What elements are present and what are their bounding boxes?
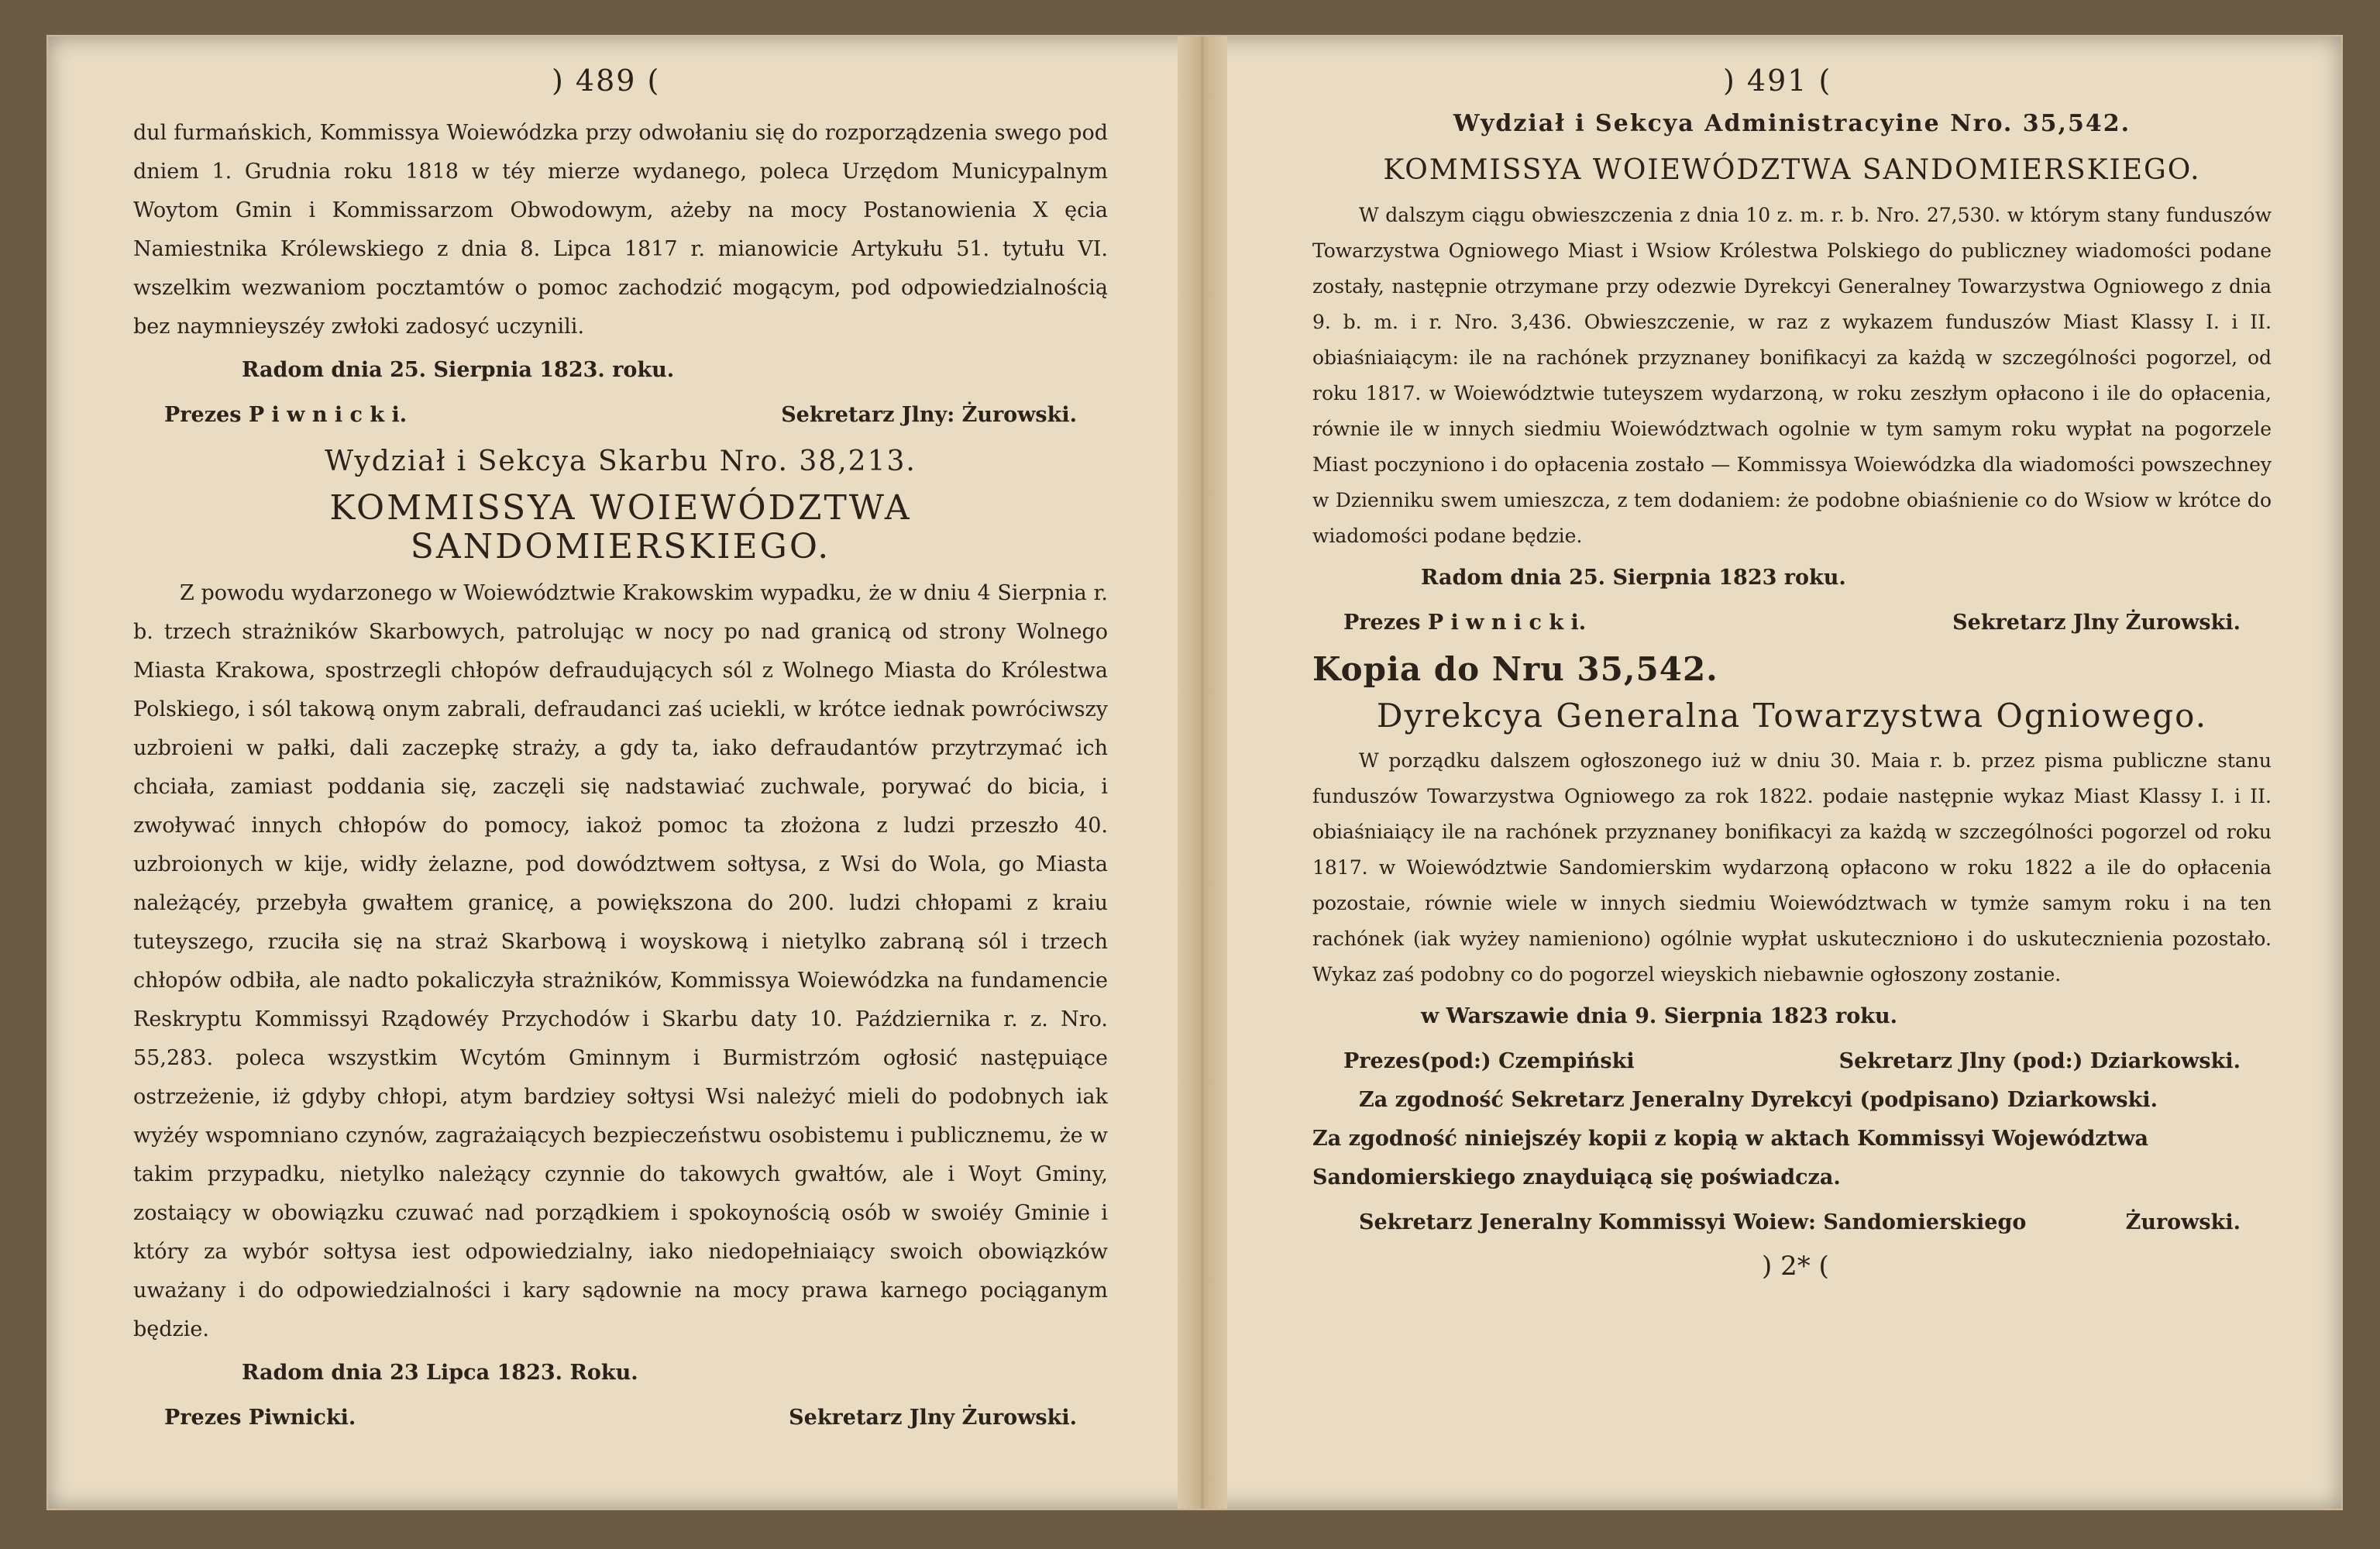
- right-page: [1227, 36, 2341, 1509]
- left-prezes-1: Prezes P i w n i c k i.: [164, 403, 408, 427]
- signature-mark: ) 2* (: [1762, 1251, 1829, 1282]
- left-prezes-2: Prezes Piwnicki.: [164, 1406, 356, 1430]
- right-prezes-2: Prezes(pod:) Czempiński: [1343, 1049, 1635, 1073]
- left-commission-heading: KOMMISSYA WOIEWÓDZTWA SANDOMIERSKIEGO.: [329, 488, 912, 566]
- kopia-heading: Kopia do Nru 35,542.: [1312, 650, 1718, 688]
- left-date-2: Radom dnia 23 Lipca 1823. Roku.: [242, 1361, 638, 1385]
- left-body-1: dul furmańskich, Kommissya Woiewódzka przy odwołaniu się do rozporządzenia swego pod dniem 1. Grudnia roku 1818 w téy mierze wydanego, poleca Urzędom Municypalnym Woytom Gmin i Kommissarzom Obwodowym, ażeby na mocy Postanowienia X ęcia Namiestnika Królewskiego z dnia 8. Lipca 1817 r. mianowicie Artykułu 51. tytułu VI. wszelkim wezwaniom pocztamtów o pomoc zachodzić mogącym, pod odpowiedzialnością bez naymnieyszéy zwłoki zadosyć uczynili.: [133, 121, 1108, 339]
- right-prezes-1: Prezes P i w n i c k i.: [1343, 611, 1587, 635]
- book-spread: [46, 35, 2343, 1510]
- sekretarz-final-name: Żurowski.: [2125, 1210, 2241, 1234]
- left-sekretarz-2: Sekretarz Jlny Żurowski.: [789, 1406, 1077, 1430]
- right-commission-heading: KOMMISSYA WOIEWÓDZTWA SANDOMIERSKIEGO.: [1383, 154, 2201, 186]
- book-gutter: [1178, 36, 1227, 1509]
- left-body-2: Z powodu wydarzonego w Woiewództwie Krakowskim wypadku, że w dniu 4 Sierpnia r. b. trzech strażników Skarbowych, patrolując w nocy po nad granicą od strony Wolnego Miasta Krakowa, spostrzegli chłopów defraudujących sól z Wolnego Miasta do Królestwa Polskiego, i sól takową onym zabrali, defraudanci zaś uciekli, w krótce iednak powróciwszy uzbroieni w pałki, dali zaczepkę straży, a gdy ta, iako defraudantów przytrzymać ich chciała, zamiast poddania się, zaczęli się nadstawiać zuchwale, porywać do bicia, i zwoływać innych chłopów do pomocy, iakoż pomoc ta złożona z ludzi przeszło 40. uzbroionych w kije, widły żelazne, pod dowództwem sołtysa, z Wsi do Wola, go Miasta należącéy, przebyła gwałtem granicę, a powiększona do 200. ludzi chłopami z kraiu tuteyszego, rzuciła się na straż Skarbową i woyskową i nietylko zabraną sól i trzech chłopów odbiła, ale nadto pokaliczyła strażników, Kommissya Woiewódzka na fundamencie Reskryptu Kommissyi Rządowéy Przychodów i Skarbu daty 10. Października r. z. Nro. 55,283. poleca wszystkim Wcytóm Gminnym i Burmistrzóm ogłosić następuiące ostrzeżenie, iż gdyby chłopi, atym bardziey sołtysi Wsi należyć mieli do podobnych iak wyżéy wspomniano czynów, zagrażaiących bezpieczeństwu osobistemu i publicznemu, że w takim przypadku, nietylko należący czynnie do takowych gwałtów, ale i Woyt Gminy, zostaiący w obowiązku czuwać nad porządkiem i spokoynością osób w swoiéy Gminie i który za wybór sołtysa iest odpowiedzialny, iako niedopełniaiący swoich obowiązków uważany i do odpowiedzialności i kary sądownie na mocy prawa karnego pociąganym będzie.: [133, 581, 1108, 1341]
- left-page: [48, 36, 1178, 1509]
- left-date-1: Radom dnia 25. Sierpnia 1823. roku.: [242, 358, 675, 382]
- right-body-1: W dalszym ciągu obwieszczenia z dnia 10 z. m. r. b. Nro. 27,530. w którym stany funduszów Towarzystwa Ogniowego Miast i Wsiow Królestwa Polskiego do publiczney wiadomości podane zostały, następnie otrzymane przy odezwie Dyrekcyi Generalney Towarzystwa Ogniowego z dnia 9. b. m. i r. Nro. 3,436. Obwieszczenie, w raz z wykazem funduszów Miast Klassy I. i II. obiaśniaiącym: ile na rachónek przyznaney bonifikacyi za każdą w szczególności pogorzel, od roku 1817. w Woiewództwie tuteyszem wydarzoną, w roku zeszłym opłacono i ile do opłacenia, równie ile w innych siedmiu Woiewództwach ogolnie w tym samym roku wypłat na pogorzele Miast poczyniono i do opłacenia zostało — Kommissya Woiewódzka dla wiadomości powszechney w Dzienniku swem umieszcza, z tem dodaniem: że podobne obiaśnienie co do Wsiow w krótce do wiadomości podane będzie.: [1312, 204, 2272, 547]
- page-number-left: ) 489 (: [552, 64, 661, 98]
- right-section-heading: Wydział i Sekcya Administracyine Nro. 35,542.: [1453, 110, 2131, 137]
- right-sekretarz-1: Sekretarz Jlny Żurowski.: [1952, 611, 2241, 635]
- right-date-1: Radom dnia 25. Sierpnia 1823 roku.: [1421, 566, 1846, 590]
- zgodnosc-2: Za zgodność niniejszéy kopii z kopią w aktach Kommissyi Województwa Sandomierskiego znayduiącą się poświadcza.: [1312, 1127, 2148, 1189]
- right-date-2: w Warszawie dnia 9. Sierpnia 1823 roku.: [1421, 1004, 1898, 1028]
- right-sekretarz-2: Sekretarz Jlny (pod:) Dziarkowski.: [1838, 1049, 2241, 1073]
- page-number-right: ) 491 (: [1723, 64, 1832, 98]
- right-body-2: W porządku dalszem ogłoszonego iuż w dniu 30. Maia r. b. przez pisma publiczne stanu funduszów Towarzystwa Ogniowego za rok 1822. podaie następnie wykaz Miast Klassy I. i II. obiaśniaiący ile na rachónek przyznaney bonifikacyi za każdą w szczególności pogorzel od roku 1817. w Woiewództwie Sandomierskim wydarzoną opłacono w roku 1822 a ile do opłacenia pozostaie, równie wiele w innych siedmiu Woiewództwach w tymże samym roku i na ten rachónek (iak wyżey namieniono) ogólnie wypłat uskutecznioно i do uskutecznienia pozostało. Wykaz zaś podobny co do pogorzel wieyskich niebawnie ogłoszony zostanie.: [1312, 749, 2272, 986]
- left-section-heading: Wydział i Sekcya Skarbu Nro. 38,213.: [325, 446, 917, 477]
- zgodnosc-1: Za zgodność Sekretarz Jeneralny Dyrekcyi (podpisano) Dziarkowski.: [1359, 1088, 2158, 1112]
- dyrekcya-heading: Dyrekcya Generalna Towarzystwa Ogniowego.: [1376, 697, 2208, 735]
- sekretarz-final: Sekretarz Jeneralny Kommissyi Woiew: Sandomierskiego: [1359, 1210, 2027, 1234]
- left-sekretarz-1: Sekretarz Jlny: Żurowski.: [781, 403, 1077, 427]
